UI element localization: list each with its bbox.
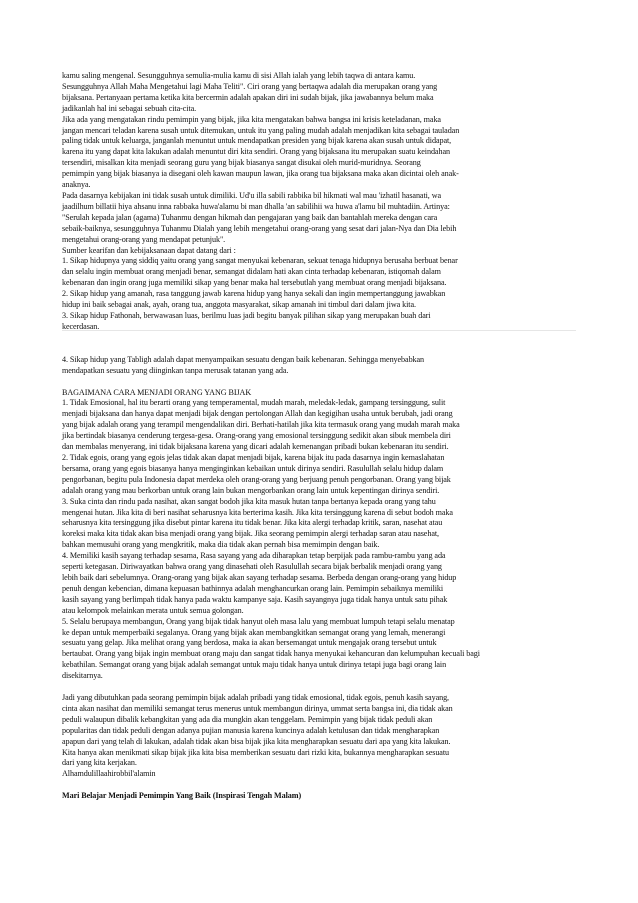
paragraph-spacer <box>62 333 584 355</box>
paragraph-spacer <box>62 780 584 791</box>
paragraph-intro-and-sources: kamu saling mengenal. Sesungguhnya semulia-mulia kamu di sisi Allah ialah yang lebih taqwa di antara kamu. Sesungguhnya Allah Maha Mengetahui lagi Maha Teliti". Ciri orang yang bertaqwa adalah dia merupakan orang yang bijaksana. Pertanyaan pertama ketika kita bercermin adalah apakan diri ini sudah bijak, jika jawabannya belum maka jadikanlah hal ini sebagai sebuah cita-cita. Jika ada yang mengatakan rindu pemimpin yang bijak, jika kita mengatakan bahwa bangsa ini krisis keteladanan, maka jangan mencari teladan karena susah untuk ditemukan, untuk itu yang paling mudah adalah menjadikan kita sebagai tauladan paling tidak untuk keluarga, janganlah menuntut untuk mendapatkan presiden yang bijak karena akan susah untuk didapat, karena itu yang dapat kita lakukan adalah menuntut diri kita sendiri. Orang yang bijaksana itu merupakan suatu keindahan tersendiri, misalkan kita menjadi seorang guru yang bijak biasanya sangat disukai oleh murid-muridnya. Seorang pemimpin yang bijak biasanya ia disegani oleh kawan maupun lawan, jika orang tua bijaksana maka akan dicintai oleh anak- anaknya. Pada dasarnya kebijakan ini tidak susah untuk dimiliki. Ud'u illa sabili rabbika bil hikmati wal mau 'izhatil hasanati, wa jaadilhum billatii hiya ahsanu inna rabbaka huwa'alamu bi man dhalla 'an sabilihii wa huwa a'lamu bil muhtadiin. Artinya: "Serulah kepada jalan (agama) Tuhanmu dengan hikmah dan pengajaran yang baik dan bantahlah mereka dengan cara sebaik-baiknya, sesungguhnya Tuhanmu Dialah yang lebih mengetahui orang-orang yang sesat dari jalan-Nya dan Dia lebih mengetahui orang-orang yang mendapat petunjuk". Sumber kearifan dan kebijaksanaan dapat datang dari : 1. Sikap hidupnya yang siddiq yaitu orang yang sangat menyukai kebenaran, sekuat tenaga hidupnya berusaha berbuat benar dan selalu ingin membuat orang menjadi benar, semangat didalam hati akan cinta terhadap kebenaran, istiqomah dalam kebenaran dan ingin orang juga memiliki sikap yang benar maka hal tersebutlah yang membuat orang menjadi bijaksana. 2. Sikap hidup yang amanah, rasa tanggung jawab karena hidup yang hanya sekali dan ingin mempertanggung jawabkan hidup ini baik sebagai anak, ayah, orang tua, anggota masyarakat, sikap amanah ini timbul dari dalam jiwa kita. 3. Sikap hidup Fathonah, berwawasan luas, berilmu luas jadi begitu banyak pilihan sikap yang merupakan buah dari kecerdasan. <box>62 71 460 331</box>
paragraph-spacer <box>62 682 584 693</box>
paragraph-spacer <box>62 377 584 388</box>
paragraph-tabligh: 4. Sikap hidup yang Tabligh adalah dapat menyampaikan sesuatu dengan baik kebenaran. Sehingga menyebabkan mendapatkan sesuatu yang diinginkan tanpa merusak tatanan yang ada. <box>62 354 425 375</box>
closing-title: Mari Belajar Menjadi Pemimpin Yang Baik (Inspirasi Tengah Malam) <box>62 791 302 801</box>
paragraph-conclusion: Jadi yang dibutuhkan pada seorang pemimpin bijak adalah pribadi yang tidak emosional, tidak egois, penuh kasih sayang, cinta akan nasihat dan memiliki semangat terus menerus untuk membangun dirinya, ummat serta bangsa ini, dia tidak akan peduli walaupun dibalik kebangkitan yang ada dia mungkin akan tenggelam. Pemimpin yang bijak tidak peduli akan popularitas dan tidak peduli dengan adanya pujian manusia karena kuncinya adalah ketulusan dan tidak mengharapkan apapun dari yang telah di lakukan, adalah tidak akan bisa bijak jika kita mengharapkan sesuatu dari apa yang kita lakukan. Kita hanya akan menikmati sikap bijak jika kita bisa memberikan sesuatu dari rizki kita, bukannya mengharapkan sesuatu dari yang kita kerjakan. Alhamdulillaahirobbil'alamin <box>62 693 453 779</box>
paragraph-how-to-be-wise: BAGAIMANA CARA MENJADI ORANG YANG BIJAK 1. Tidak Emosional, hal itu berarti orang yang temperamental, mudah marah, meledak-ledak, gampang tersinggung, sulit menjadi bijaksana dan hanya dapat menjadi bijak dengan pertolongan Allah dan kegigihan usaha untuk berubah, jadi orang yang bijak adalah orang yang terampil mengendalikan diri. Berhati-hatilah jika kita termasuk orang yang mudah marah maka jika bertindak biasanya cenderung tergesa-gesa. Orang-orang yang emosional tersinggung sedikit akan sibuk membela diri dan membalas menyerang, ini tidak bijaksana karena yang dicari adalah kemenangan pribadi bukan kebenaran itu sendiri. 2. Tidak egois, orang yang egois jelas tidak akan dapat menjadi bijak, karena bijak itu pada dasarnya ingin kemaslahatan bersama, orang yang egois biasanya hanya menginginkan kebaikan untuk dirinya sendiri. Rasulullah selalu hidup dalam pengorbanan, begitu pula Indonesia dapat merdeka oleh orang-orang yang berjuang penuh pengorbanan. Orang yang bijak adalah orang yang mau berkorban untuk orang lain bukan mengorbankan orang lain untuk kepentingan dirinya sendiri. 3. Suka cinta dan rindu pada nasihat, akan sangat bodoh jika kita masuk hutan tanpa bertanya kepada orang yang tahu mengenai hutan. Jika kita di beri nasihat seharusnya kita berterima kasih. Jika kita tersinggung karena di sebut bodoh maka seharusnya kita tersinggung jika disebut pintar karena itu tidak benar. Jika kita alergi terhadap kritik, saran, nasehat atau koreksi maka kita tidak akan bisa menjadi orang yang bijak. Jika seorang pemimpin alergi terhadap saran atau nasehat, bahkan memusuhi orang yang mengkritik, maka dia tidak akan pernah bisa memimpin dengan baik. 4. Memiliki kasih sayang terhadap sesama, Rasa sayang yang ada diharapkan tetap berpijak pada rambu-rambu yang ada seperti ketegasan. Diriwayatkan bahwa orang yang dinasehati oleh Rasulullah secara bijak berbalik menjadi orang yang lebih baik dari sebelumnya. Orang-orang yang bijak akan sayang terhadap sesama. Berbeda dengan orang-orang yang hidup penuh dengan kebencian, dimana kepuasan bathinnya adalah menghancurkan orang lain. Pemimpin sebaiknya memiliki kasih sayang yang berlimpah tidak hanya pada waktu kampanye saja. Kasih sayangnya juga tidak hanya untuk satu pihak atau kelompok melainkan merata untuk semua golongan. 5. Selalu berupaya membangun, Orang yang bijak tidak hanyut oleh masa lalu yang membuat lumpuh tetapi selalu menatap ke depan untuk memperbaiki segalanya. Orang yang bijak akan membangkitkan semangat orang yang lemah, menerangi sesuatu yang gelap. Jika melihat orang yang berdosa, maka ia akan bersemangat untuk mengajak orang tersebut untuk bertaubat. Orang yang bijak ingin membuat orang maju dan sangat tidak hanya menyukai kehancuran dan kelumpuhan kecuali bagi kebathilan. Semangat orang yang bijak adalah semangat untuk maju tidak hanya untuk dirinya tetapi juga bagi orang lain disekitarnya. <box>62 387 480 681</box>
document-page <box>62 71 584 802</box>
